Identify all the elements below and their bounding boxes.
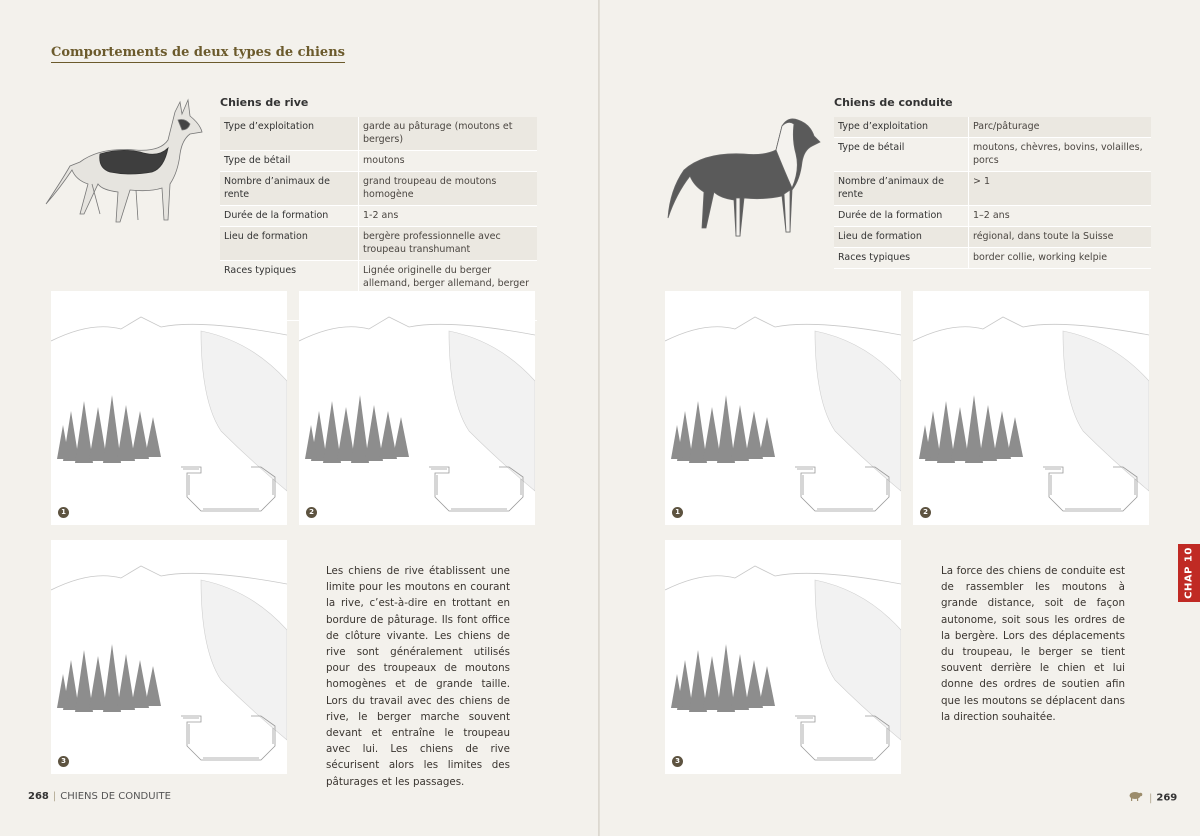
chapter-tab-label: CHAP 10: [1183, 547, 1195, 599]
row-label: Races typiques: [224, 265, 297, 276]
right-table-title: Chiens de conduite: [834, 96, 953, 109]
step-badge: 1: [672, 507, 683, 518]
left-info-table: [220, 96, 537, 321]
left-table-title: Chiens de rive: [220, 96, 309, 109]
row-label: Type d’exploitation: [220, 117, 359, 151]
page-number: 269: [1156, 792, 1178, 804]
table-row: [834, 227, 1151, 248]
left-description: Les chiens de rive établissent une limite pour les moutons en courant la rive, c’est-à-dire en trottant en bordure de pâturage. Ils font office de clôture vivante. Les chiens de rive sont généralement utilisés pour des troupeaux de moutons homogènes et de grande taille. Lors du travail avec des chiens de rive, le berger marche souvent devant et entraîne le troupeau avec lui. Les chiens de rive sécurisent alors les limites des pâturages et les passages.: [326, 565, 510, 788]
row-value: régional, dans toute la Suisse: [969, 227, 1152, 248]
row-value: moutons: [359, 151, 538, 172]
row-value: > 1: [969, 172, 1152, 206]
row-label: Type de bétail: [838, 142, 905, 153]
row-value: Lignée originelle du berger allemand, berger allemand, berger: [359, 261, 538, 321]
herding-scene-illustration: [665, 291, 901, 525]
row-value: grand troupeau de moutons homogène: [359, 172, 538, 206]
table-row: [220, 172, 537, 206]
step-badge: 2: [920, 507, 931, 518]
page-number: 268: [28, 791, 49, 802]
table-row: [834, 206, 1151, 227]
step-badge: 1: [58, 507, 69, 518]
border-collie-illustration: [664, 110, 824, 242]
right-info-table: [834, 96, 1151, 269]
table-row: [220, 227, 537, 261]
row-label: Nombre d’animaux de rente: [834, 172, 969, 206]
table-row: [834, 117, 1151, 138]
row-value: border collie, working kelpie: [969, 248, 1152, 269]
table-row: [220, 206, 537, 227]
sheep-icon: [1127, 791, 1143, 804]
diagram-panel: [913, 291, 1149, 525]
chapter-tab: [1178, 544, 1200, 602]
diagram-panel: [51, 291, 287, 525]
step-badge: 3: [58, 756, 69, 767]
right-page: [600, 0, 1200, 836]
diagram-panel: [665, 291, 901, 525]
herding-scene-illustration: [913, 291, 1149, 525]
row-label: Type de bétail: [224, 155, 291, 166]
diagram-panel: [51, 540, 287, 774]
row-label: Nombre d’animaux de rente: [220, 172, 359, 206]
step-badge: 3: [672, 756, 683, 767]
row-label: Durée de la formation: [224, 210, 329, 221]
running-head: CHIENS DE CONDUITE: [60, 791, 171, 802]
table-row: [220, 117, 537, 151]
row-value: garde au pâturage (moutons et bergers): [359, 117, 538, 151]
diagram-panel: [665, 540, 901, 774]
german-shepherd-illustration: [40, 92, 210, 242]
row-value: moutons, chèvres, bovins, volailles, porcs: [969, 138, 1152, 172]
row-value: 1–2 ans: [969, 206, 1152, 227]
table-row: [220, 151, 537, 172]
herding-scene-illustration: [299, 291, 535, 525]
table-row: [834, 172, 1151, 206]
row-label: Lieu de formation: [834, 227, 969, 248]
row-value: Parc/pâturage: [969, 117, 1152, 138]
row-label: Lieu de formation: [220, 227, 359, 261]
row-value: 1-2 ans: [359, 206, 538, 227]
left-footer: 268 | CHIENS DE CONDUITE: [28, 791, 171, 802]
row-label: Durée de la formation: [838, 210, 943, 221]
step-badge: 2: [306, 507, 317, 518]
row-value: bergère professionnelle avec troupeau transhumant: [359, 227, 538, 261]
row-label: Races typiques: [838, 252, 911, 263]
herding-scene-illustration: [51, 291, 287, 525]
herding-scene-illustration: [51, 540, 287, 774]
diagram-panel: [299, 291, 535, 525]
right-footer: | 269: [1127, 791, 1177, 804]
row-label: Type d’exploitation: [834, 117, 969, 138]
herding-scene-illustration: [665, 540, 901, 774]
right-description: La force des chiens de conduite est de rassembler les moutons à grande distance, soit de façon autonome, soit sous les ordres de la bergère. Lors des déplacements du troupeau, le berger se tient souvent derrière le chien et lui donne des ordres de soutien afin que les moutons se déplacent dans la direction souhaitée.: [941, 565, 1125, 723]
table-row: [834, 138, 1151, 172]
table-row: [834, 248, 1151, 269]
section-title: Comportements de deux types de chiens: [51, 45, 345, 63]
